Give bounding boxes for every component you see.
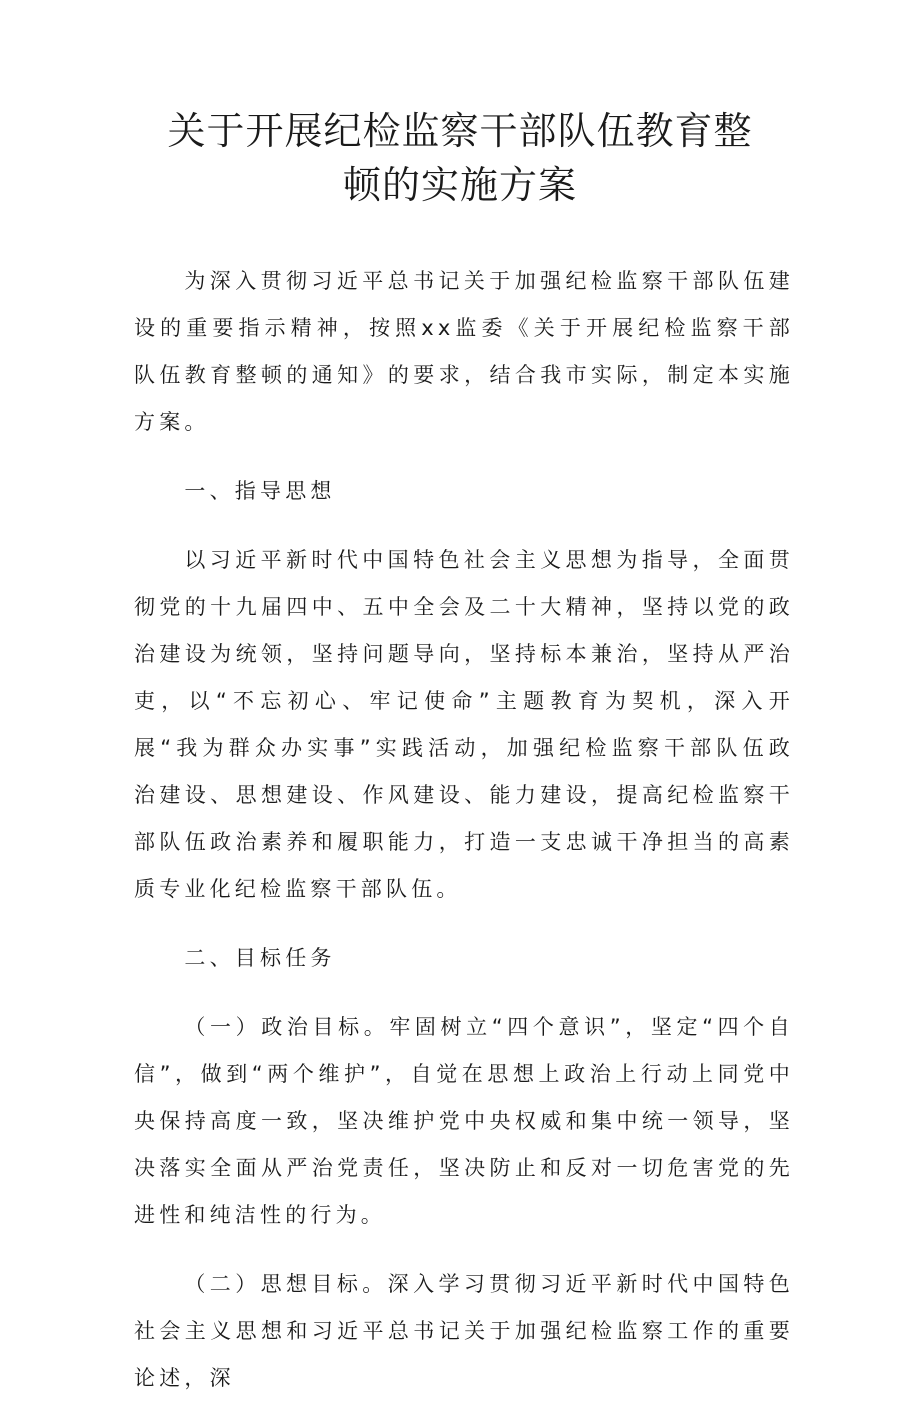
document-body [134,258,794,1424]
political-goal-paragraph: （一）政治目标。牢固树立“四个意识”，坚定“四个自信”，做到“两个维护”，自觉在思想上政治上行动上同党中央保持高度一致，坚决维护党中央权威和集中统一领导，坚决落实全面从严治党责任，坚决防止和反对一切危害党的先进性和纯洁性的行为。 [134,1015,794,1227]
ideological-goal-paragraph: （二）思想目标。深入学习贯彻习近平新时代中国特色社会主义思想和习近平总书记关于加强纪检监察工作的重要论述，深 [134,1272,794,1390]
section-heading-goals-tasks: 二、目标任务 [184,946,336,970]
title-line-1: 关于开展纪检监察干部队伍教育整 [167,109,753,153]
document-title [100,104,820,212]
guiding-ideology-paragraph: 以习近平新时代中国特色社会主义思想为指导，全面贯彻党的十九届四中、五中全会及二十大精神，坚持以党的政治建设为统领，坚持问题导向，坚持标本兼治，坚持从严治吏，以“不忘初心、牢记使命”主题教育为契机，深入开展“我为群众办实事”实践活动，加强纪检监察干部队伍政治建设、思想建设、作风建设、能力建设，提高纪检监察干部队伍政治素养和履职能力，打造一支忠诚干净担当的高素质专业化纪检监察干部队伍。 [134,548,794,901]
title-line-2: 顿的实施方案 [342,163,577,207]
intro-paragraph: 为深入贯彻习近平总书记关于加强纪检监察干部队伍建设的重要指示精神，按照xx监委《关于开展纪检监察干部队伍教育整顿的通知》的要求，结合我市实际，制定本实施方案。 [134,269,794,434]
section-heading-guiding-ideology: 一、指导思想 [184,479,336,503]
